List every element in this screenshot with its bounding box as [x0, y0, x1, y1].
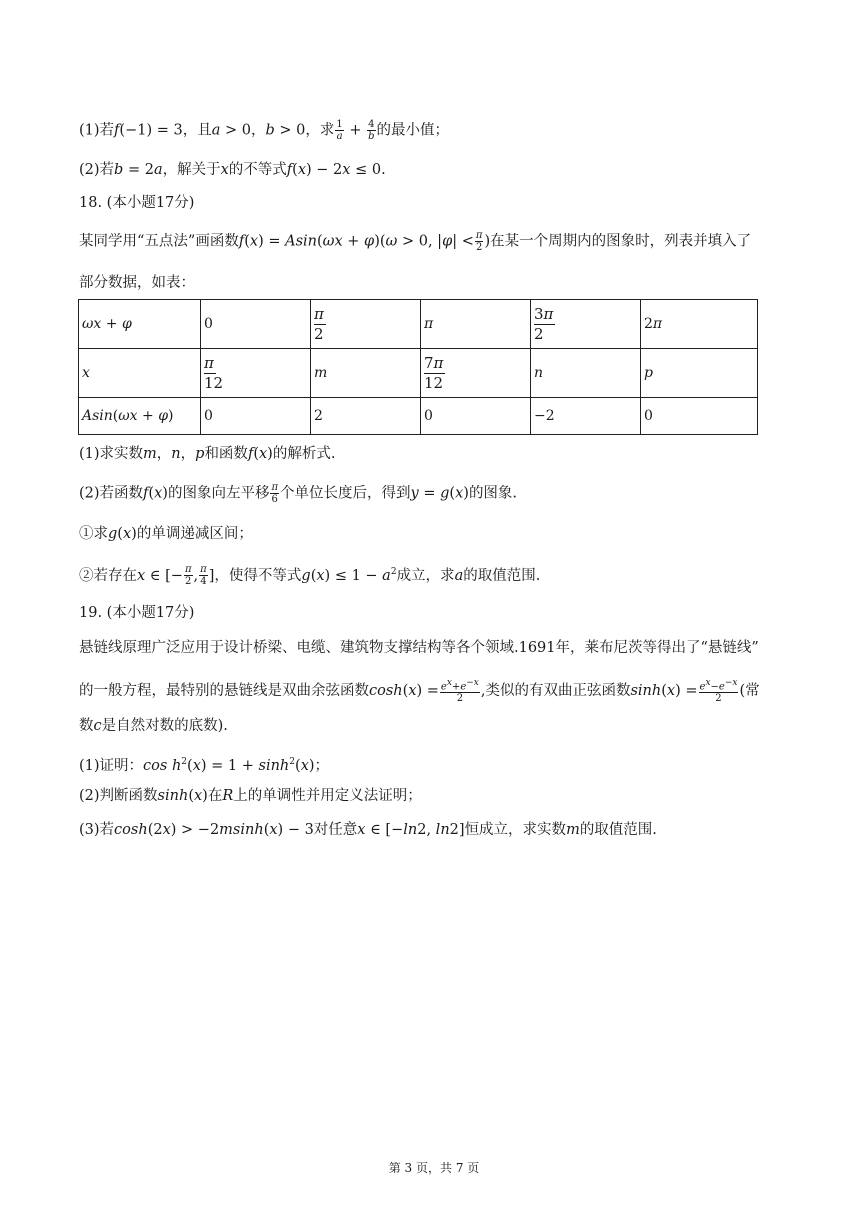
- page-footer: 第 3 页，共 7 页: [388, 1161, 480, 1175]
- table-cell: $\frac{\pi}{2}$: [311, 300, 421, 349]
- table-cell: 0: [201, 300, 311, 349]
- table-cell: x: [79, 349, 201, 398]
- q19-part1: (1)证明：$\cos h^2(x) = 1 + \sinh^2(x)$；: [79, 757, 330, 774]
- q19-part2: (2)判断函数sinh(x)在R上的单调性并用定义法证明；: [79, 788, 422, 804]
- q18-part1: (1)求实数m，n，p和函数f(x)的解析式.: [79, 446, 336, 462]
- table-cell: 0: [641, 398, 758, 435]
- table-cell: m: [311, 349, 421, 398]
- table-cell: 2: [311, 398, 421, 435]
- q18-sub1: ①求g(x)的单调递减区间；: [79, 526, 253, 542]
- q18-intro: 某同学用“五点法”画函数f(x) = Asin(ωx + φ)(ω > 0, |φ| < $\frac{\pi}{2}$ )在某一个周期内的图象时，列表并填入了: [79, 230, 752, 253]
- table-cell: n: [531, 349, 641, 398]
- table-cell: π: [421, 300, 531, 349]
- table-cell: $\frac{7\pi}{12}$: [421, 349, 531, 398]
- table-cell: $\frac{3\pi}{2}$: [531, 300, 641, 349]
- q18-sub2: ②若存在x ∈ [− $\frac{\pi}{2}$ , $\frac{\pi}{4}$ ]，使得不等式$g(x) \le 1 - a^2$成立，求a的取值范围.: [79, 564, 541, 588]
- table-cell: $\frac{\pi}{12}$: [201, 349, 311, 398]
- q19-intro-end: 数c是自然对数的底数).: [79, 718, 228, 734]
- table-cell: 0: [201, 398, 311, 435]
- table-row: [79, 398, 758, 435]
- table-cell: 0: [421, 398, 531, 435]
- table-cell: ωx + φ: [79, 300, 201, 349]
- table-cell: p: [641, 349, 758, 398]
- table-cell: Asin(ωx + φ): [79, 398, 201, 435]
- table-row: [79, 349, 758, 398]
- q19-intro-cont: 的一般方程，最特别的悬链线是双曲余弦函数cosh(x) = $\frac{e^x+e^{-x}}{2}$ ,类似的有双曲正弦函数sinh(x) = $\frac{e^x-e^{-x}}{2}$ (常: [79, 678, 760, 705]
- q19-header: 19. (本小题17分): [79, 605, 195, 621]
- q17-part1: (1)若f(−1) = 3，且a > 0，b > 0，求 $\frac{1}{a}$ + $\frac{4}{b}$ 的最小值；: [79, 119, 450, 142]
- table-cell: −2: [531, 398, 641, 435]
- table-cell: 2π: [641, 300, 758, 349]
- q19-intro: 悬链线原理广泛应用于设计桥梁、电缆、建筑物支撑结构等各个领域.1691年，莱布尼茨等得出了“悬链线”: [79, 640, 759, 656]
- q17-part2: (2)若b = 2a，解关于x的不等式f(x) − 2x ≤ 0.: [79, 162, 386, 178]
- q18-intro-cont: 部分数据，如表：: [79, 275, 195, 291]
- q18-header: 18. (本小题17分): [79, 195, 195, 211]
- five-point-table: [78, 299, 758, 435]
- table-row: [79, 300, 758, 349]
- q19-part3: (3)若cosh(2x) > −2msinh(x) − 3对任意x ∈ [−ln2, ln2]恒成立，求实数m的取值范围.: [79, 822, 657, 838]
- q18-part2: (2)若函数f(x)的图象向左平移 $\frac{\pi}{6}$ 个单位长度后，得到y = g(x)的图象.: [79, 482, 518, 505]
